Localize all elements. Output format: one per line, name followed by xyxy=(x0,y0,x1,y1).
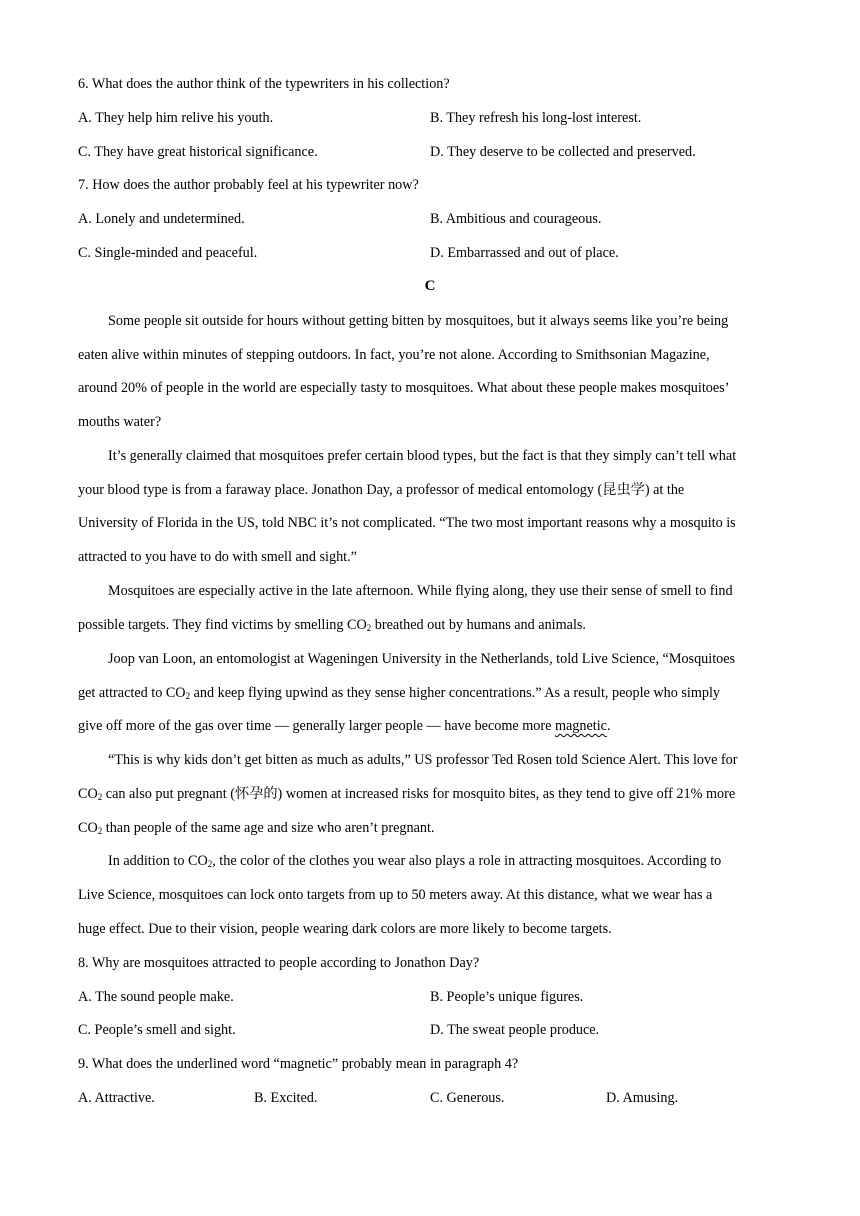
q8-option-b: B. People’s unique figures. xyxy=(430,989,584,1005)
q8-option-c: C. People’s smell and sight. xyxy=(78,1022,236,1038)
passage-line: It’s generally claimed that mosquitoes prefer certain blood types, but the fact is that they simply can’t tell what xyxy=(108,448,737,464)
passage-line: $CO_2$ than people of the same age and size who aren’t pregnant. xyxy=(78,820,435,836)
passage-line: give off more of the gas over time — generally larger people — have become more magnetic. xyxy=(78,718,611,734)
passage-line: attracted to you have to do with smell and sight.” xyxy=(78,549,357,565)
passage-line: get attracted to $CO_2$ and keep flying upwind as they sense higher concentrations.” As a result, people who simply xyxy=(78,685,721,701)
q7-option-d: D. Embarrassed and out of place. xyxy=(430,245,619,261)
q7-option-c: C. Single-minded and peaceful. xyxy=(78,245,258,261)
question-8: 8. Why are mosquitoes attracted to people according to Jonathon Day? xyxy=(78,955,480,971)
passage-line: $CO_2$ can also put pregnant (怀孕的) women at increased risks for mosquito bites, as they tend to give off 21% more xyxy=(78,786,736,802)
passage-line: around 20% of people in the world are especially tasty to mosquitoes. What about these people makes mosquitoes’ xyxy=(78,380,730,396)
passage-line: eaten alive within minutes of stepping outdoors. In fact, you’re not alone. According to Smithsonian Magazine, xyxy=(78,347,710,363)
section-title: C xyxy=(424,278,436,294)
passage-line: Some people sit outside for hours without getting bitten by mosquitoes, but it always seems like you’re being xyxy=(108,313,729,329)
q9-option-c: C. Generous. xyxy=(430,1090,505,1106)
passage-line: University of Florida in the US, told NBC it’s not complicated. “The two most important reasons why a mosquito is xyxy=(78,515,736,531)
q8-option-d: D. The sweat people produce. xyxy=(430,1022,600,1038)
passage-line: Joop van Loon, an entomologist at Wageningen University in the Netherlands, told Live Science, “Mosquitoes xyxy=(108,651,736,667)
passage-line: Mosquitoes are especially active in the late afternoon. While flying along, they use their sense of smell to find xyxy=(108,583,733,599)
passage-line: mouths water? xyxy=(78,414,162,430)
q9-option-b: B. Excited. xyxy=(254,1090,318,1106)
q6-option-d: D. They deserve to be collected and preserved. xyxy=(430,144,696,160)
question-6: 6. What does the author think of the typewriters in his collection? xyxy=(78,76,450,92)
q8-option-a: A. The sound people make. xyxy=(78,989,234,1005)
passage-line: huge effect. Due to their vision, people wearing dark colors are more likely to become targets. xyxy=(78,921,612,937)
q6-option-a: A. They help him relive his youth. xyxy=(78,110,274,126)
q9-option-a: A. Attractive. xyxy=(78,1090,155,1106)
q7-option-a: A. Lonely and undetermined. xyxy=(78,211,245,227)
underlined-word: magnetic xyxy=(554,718,607,734)
q7-option-b: B. Ambitious and courageous. xyxy=(430,211,602,227)
passage-line: possible targets. They find victims by smelling $CO_2$ breathed out by humans and animals. xyxy=(78,617,586,633)
q9-option-d: D. Amusing. xyxy=(606,1090,679,1106)
passage-line: Live Science, mosquitoes can lock onto targets from up to 50 meters away. At this distance, what we wear has a xyxy=(78,887,713,903)
passage-line: your blood type is from a faraway place. Jonathon Day, a professor of medical entomology (昆虫学) at the xyxy=(78,482,685,498)
passage-line: “This is why kids don’t get bitten as much as adults,” US professor Ted Rosen told Science Alert. This love for xyxy=(108,752,738,768)
passage-line: In addition to $CO_2$, the color of the clothes you wear also plays a role in attracting mosquitoes. According to xyxy=(108,853,722,869)
question-9: 9. What does the underlined word “magnetic” probably mean in paragraph 4? xyxy=(78,1056,519,1072)
question-7: 7. How does the author probably feel at his typewriter now? xyxy=(78,177,419,193)
q6-option-b: B. They refresh his long-lost interest. xyxy=(430,110,642,126)
q6-option-c: C. They have great historical significance. xyxy=(78,144,318,160)
